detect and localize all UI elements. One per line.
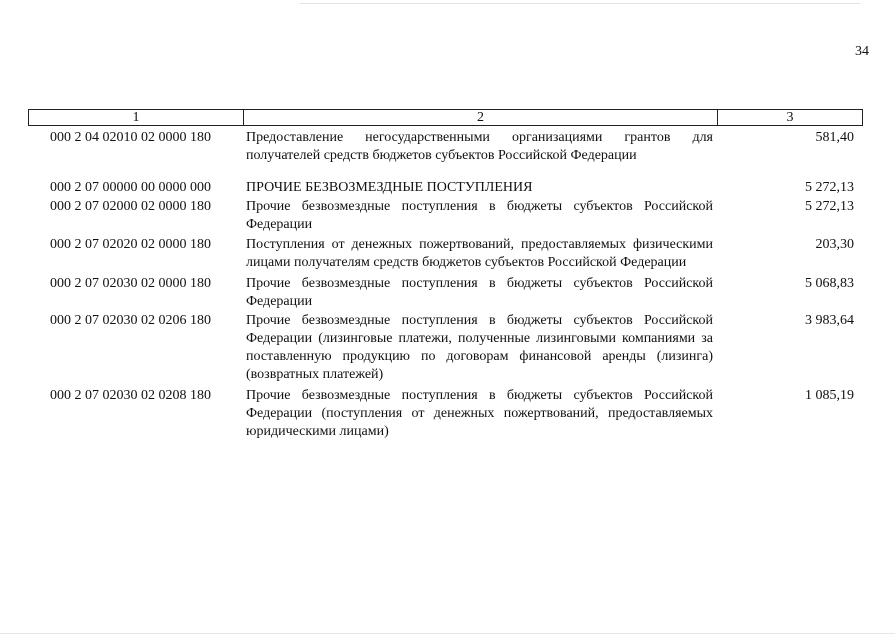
- amount: 203,30: [815, 237, 854, 252]
- revenue-name: Прочие безвозмездные поступления в бюджеты субъектов Российской Федерации: [246, 199, 713, 232]
- amount: 5 272,13: [805, 180, 854, 195]
- revenue-name: Предоставление негосударственными организациями грантов для получателей средств бюджетов субъектов Российской Федерации: [246, 130, 713, 163]
- revenue-name: ПРОЧИЕ БЕЗВОЗМЕЗДНЫЕ ПОСТУПЛЕНИЯ: [246, 180, 533, 195]
- table-row: [28, 275, 863, 311]
- revenue-name: Прочие безвозмездные поступления в бюджеты субъектов Российской Федерации: [246, 276, 713, 309]
- amount: 5 068,83: [805, 276, 854, 291]
- amount: 581,40: [815, 130, 854, 145]
- table-body: [28, 129, 863, 441]
- table-row: [28, 312, 863, 384]
- scan-artifact-bottom: [0, 633, 895, 634]
- budget-code: 000 2 07 00000 00 0000 000: [50, 180, 211, 195]
- page-number: 34: [855, 44, 869, 59]
- budget-code: 000 2 07 02030 02 0206 180: [50, 313, 211, 328]
- amount: 3 983,64: [805, 313, 854, 328]
- table-row: [28, 179, 863, 197]
- table-header-row: [28, 109, 863, 126]
- table-row: [28, 198, 863, 234]
- budget-code: 000 2 07 02020 02 0000 180: [50, 237, 211, 252]
- revenue-name: Прочие безвозмездные поступления в бюджеты субъектов Российской Федерации (поступления от денежных пожертвований, предоставляемых юридическими лицами): [246, 388, 713, 439]
- table-row: [28, 387, 863, 441]
- table-row: [28, 236, 863, 272]
- budget-code: 000 2 04 02010 02 0000 180: [50, 130, 211, 145]
- scan-artifact-top: [300, 3, 860, 4]
- revenue-name: Прочие безвозмездные поступления в бюджеты субъектов Российской Федерации (лизинговые платежи, полученные лизинговыми компаниями за поставленную продукцию по договорам финансовой аренды (лизинга) (возвратных платежей): [246, 313, 713, 382]
- budget-code: 000 2 07 02000 02 0000 180: [50, 199, 211, 214]
- column-header-3: 3: [786, 110, 794, 125]
- budget-code: 000 2 07 02030 02 0208 180: [50, 388, 211, 403]
- revenue-name: Поступления от денежных пожертвований, предоставляемых физическими лицами получателям средств бюджетов субъектов Российской Федерации: [246, 237, 713, 270]
- table-row: [28, 129, 863, 165]
- budget-code: 000 2 07 02030 02 0000 180: [50, 276, 211, 291]
- amount: 5 272,13: [805, 199, 854, 214]
- column-header-1: 1: [29, 110, 244, 125]
- column-header-2: 2: [244, 110, 718, 125]
- amount: 1 085,19: [805, 388, 854, 403]
